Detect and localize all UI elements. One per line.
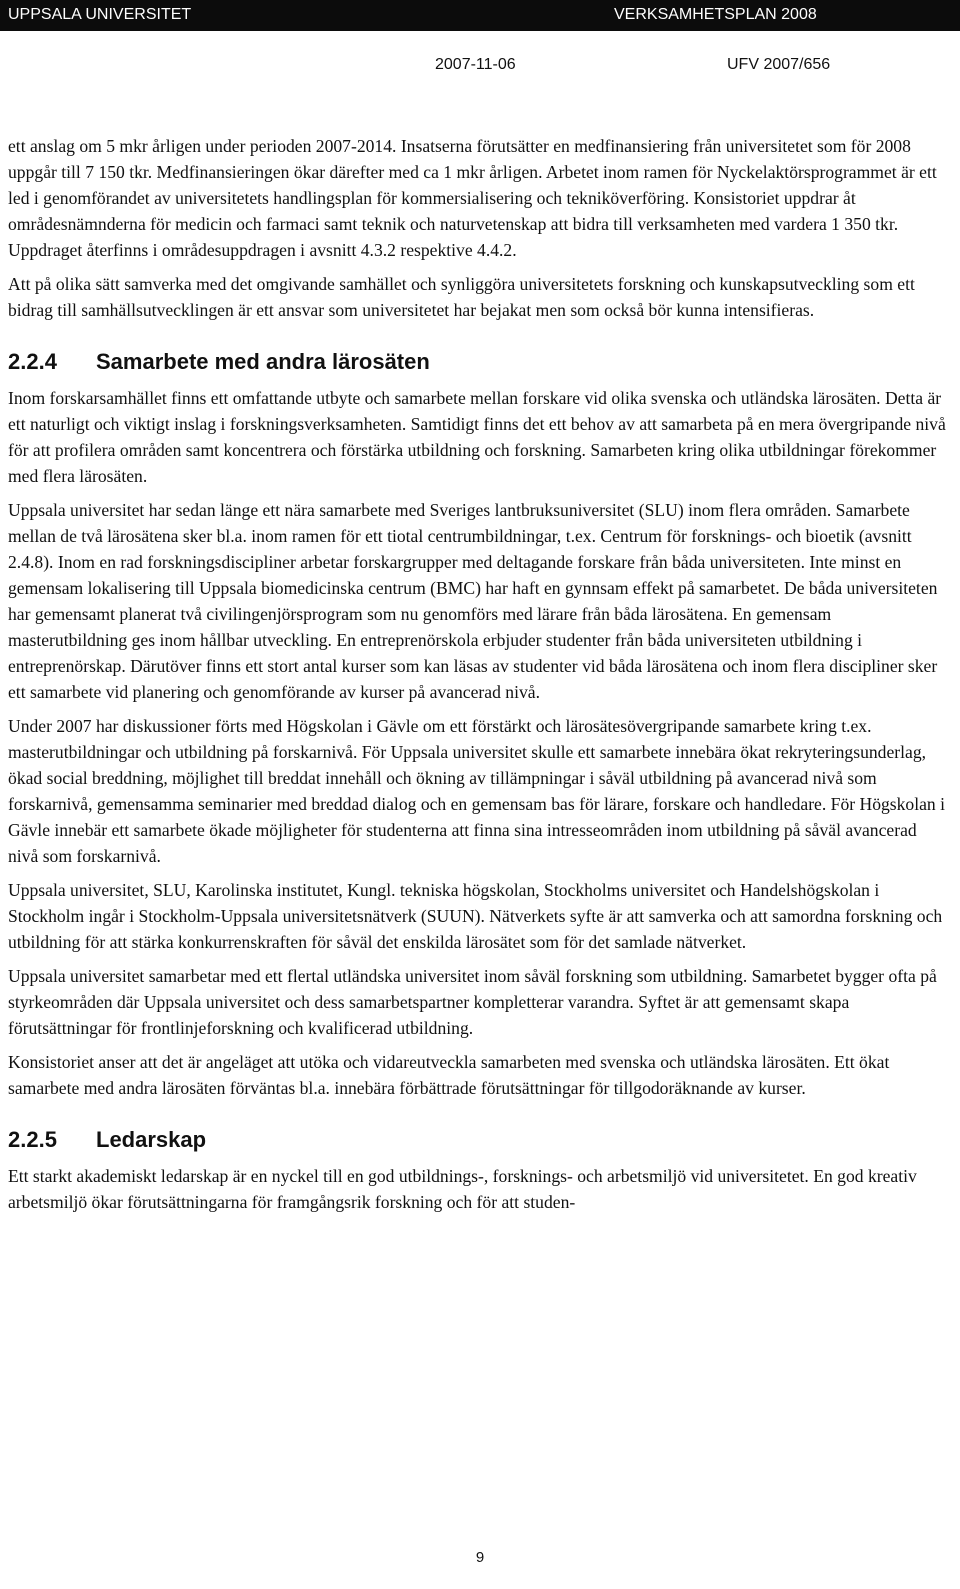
body-paragraph: Inom forskarsamhället finns ett omfattande utbyte och samarbete mellan forskare vid olika svenska och utländska lärosäten. Detta är ett naturligt och viktigt inslag i forskningsverksamheten. Samtidigt finns det ett behov av att samarbeta på en mera övergripande nivå för att profilera områden samt koncentrera och förstärka utbildning och forskning. Samarbeten kring olika utbildningar förekommer med flera lärosäten. <box>8 388 946 486</box>
section-number: 2.2.5 <box>8 1127 57 1152</box>
body-paragraph: Uppsala universitet samarbetar med ett flertal utländska universitet inom såväl forskning som utbildning. Samarbetet bygger ofta på styrkeområden där Uppsala universitet och dess samarbetspartner kompletterar varandra. Syftet är att gemensamt skapa förutsättningar för frontlinjeforskning och kvalificerad utbildning. <box>8 966 937 1038</box>
header-org: UPPSALA UNIVERSITET <box>8 6 192 23</box>
body-paragraph: Uppsala universitet har sedan länge ett nära samarbete med Sveriges lantbruksuniversitet (SLU) inom flera områden. Samarbete mellan de två lärosätena sker bl.a. inom ramen för ett tiotal centrumbildningar, t.ex. Centrum för forsknings- och bioetik (avsnitt 2.4.8). Inom en rad forskningsdiscipliner arbetar forskargrupper med deltagande forskare från båda universiteten. Inte minst en gemensam lokalisering till Uppsala biomedicinska centrum (BMC) har haft en gynnsam effekt på samarbetet. De båda universiteten har gemensamt planerat två civilingenjörsprogram som nu genomförs med lärare från båda lärosätena. En gemensam masterutbildning ges inom hållbar utveckling. En entreprenörskola erbjuder studenter från båda universiteten utbildning i entreprenörskap. Därutöver finns ett stort antal kurser som kan läsas av studenter vid båda lärosätena och inom flera discipliner sker ett samarbete vid planering och genomförande av kurser på avancerad nivå. <box>8 500 938 702</box>
body-paragraph: Konsistoriet anser att det är angeläget att utöka och vidareutveckla samarbeten med svenska och utländska lärosäten. Ett ökat samarbete med andra lärosäten förväntas bl.a. innebära förbättrade förutsättningar för tillgodoräknande av kurser. <box>8 1052 890 1098</box>
page-header <box>0 0 960 31</box>
body-paragraph: Att på olika sätt samverka med det omgivande samhället och synliggöra universitetets forskning och kunskapsutveckling som ett bidrag till samhällsutvecklingen är ett ansvar som universitetet har bejakat men som också bör kunna intensifieras. <box>8 274 915 320</box>
body-paragraph: ett anslag om 5 mkr årligen under perioden 2007-2014. Insatserna förutsätter en medfinansiering från universitetet som för 2008 uppgår till 7 150 tkr. Medfinansieringen ökar därefter med ca 1 mkr årligen. Arbetet inom ramen för Nyckelaktörsprogrammet är ett led i genomförandet av universitetets handlingsplan för kommersialisering och tekniköverföring. Konsistoriet uppdrar åt områdesnämnderna för medicin och farmaci samt teknik och naturvetenskap att bidra till verksamheten med vardera 1 350 tkr. Uppdraget återfinns i områdesuppdragen i avsnitt 4.3.2 respektive 4.4.2. <box>8 136 937 260</box>
document-body <box>8 133 948 1223</box>
section-heading-2-2-4 <box>8 347 948 377</box>
section-number: 2.2.4 <box>8 349 57 374</box>
section-heading-2-2-5 <box>8 1125 948 1155</box>
page-number: 9 <box>475 1549 485 1566</box>
header-doc-title: VERKSAMHETSPLAN 2008 <box>614 6 817 23</box>
doc-reference: UFV 2007/656 <box>727 56 831 73</box>
body-paragraph: Uppsala universitet, SLU, Karolinska institutet, Kungl. tekniska högskolan, Stockholms universitet och Handelshögskolan i Stockholm ingår i Stockholm-Uppsala universitetsnätverk (SUUN). Nätverkets syfte är att samverka och att samordna forskning och utbildning för att stärka konkurrenskraften för såväl det enskilda lärosätet som för det samlade nätverket. <box>8 880 943 952</box>
doc-date: 2007-11-06 <box>435 56 516 73</box>
section-title: Samarbete med andra lärosäten <box>96 349 430 374</box>
section-title: Ledarskap <box>96 1127 207 1152</box>
body-paragraph: Ett starkt akademiskt ledarskap är en nyckel till en god utbildnings-, forsknings- och arbetsmiljö vid universitetet. En god kreativ arbetsmiljö ökar förutsättningarna för framgångsrik forskning och för att studen- <box>8 1166 917 1212</box>
document-meta <box>0 50 960 80</box>
body-paragraph: Under 2007 har diskussioner förts med Högskolan i Gävle om ett förstärkt och lärosätesövergripande samarbete kring t.ex. masterutbildningar och utbildning på forskarnivå. För Uppsala universitet skulle ett samarbete innebära ökat rekryteringsunderlag, ökad social breddning, möjlighet till breddat innehåll och ökning av tillämpningar i såväl utbildning på avancerad nivå som forskarnivå, gemensamma seminarier med breddad dialog och en gemensam bas för lärare, forskare och handledare. För Högskolan i Gävle innebär ett samarbete ökade möjligheter för studenterna att finna sina intresseområden inom utbildning på såväl avancerad nivå som forskarnivå. <box>8 716 946 866</box>
